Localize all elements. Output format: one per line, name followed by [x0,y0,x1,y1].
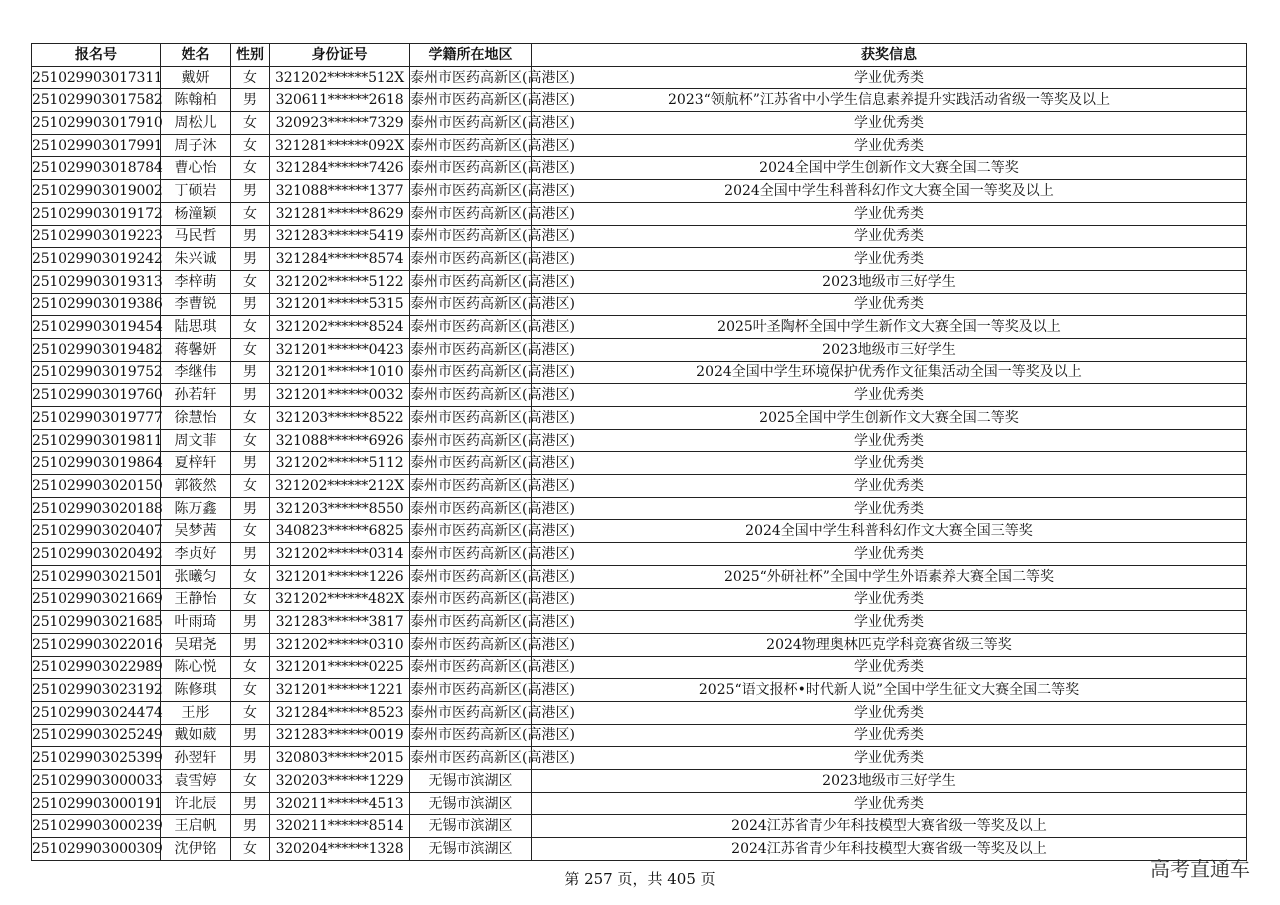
cell-region: 泰州市医药高新区(高港区) [410,316,532,339]
table-row [32,202,1247,225]
cell-name: 李继伟 [161,361,231,384]
cell-gender: 女 [231,838,270,861]
cell-name: 曹心怡 [161,157,231,180]
cell-name: 叶雨琦 [161,611,231,634]
cell-gender: 男 [231,611,270,634]
table-row [32,407,1247,430]
cell-gender: 女 [231,66,270,89]
cell-registration-no: 251029903000309 [32,838,161,861]
table-row [32,565,1247,588]
table-row [32,543,1247,566]
cell-id-number: 321203******8550 [270,497,410,520]
table-row [32,293,1247,316]
cell-id-number: 321202******512X [270,66,410,89]
cell-award: 2024全国中学生科普科幻作文大赛全国三等奖 [532,520,1247,543]
cell-name: 周子沐 [161,134,231,157]
cell-award: 2025叶圣陶杯全国中学生新作文大赛全国一等奖及以上 [532,316,1247,339]
cell-gender: 女 [231,112,270,135]
cell-gender: 男 [231,543,270,566]
watermark-logo: 高考直通车 [1150,857,1250,881]
cell-id-number: 321281******8629 [270,202,410,225]
cell-award: 2025“外研社杯”全国中学生外语素养大赛全国二等奖 [532,565,1247,588]
cell-region: 泰州市医药高新区(高港区) [410,89,532,112]
cell-name: 许北辰 [161,792,231,815]
cell-region: 泰州市医药高新区(高港区) [410,633,532,656]
cell-award: 2024物理奥林匹克学科竞赛省级三等奖 [532,633,1247,656]
cell-id-number: 321201******5315 [270,293,410,316]
cell-award: 学业优秀类 [532,384,1247,407]
cell-gender: 男 [231,633,270,656]
cell-region: 泰州市医药高新区(高港区) [410,202,532,225]
cell-registration-no: 251029903017991 [32,134,161,157]
cell-registration-no: 251029903017582 [32,89,161,112]
cell-gender: 女 [231,429,270,452]
cell-registration-no: 251029903022989 [32,656,161,679]
cell-gender: 男 [231,497,270,520]
cell-name: 王彤 [161,701,231,724]
cell-gender: 女 [231,134,270,157]
cell-gender: 男 [231,792,270,815]
cell-registration-no: 251029903019777 [32,407,161,430]
cell-registration-no: 251029903019172 [32,202,161,225]
cell-id-number: 320803******2015 [270,747,410,770]
table-header-row [32,44,1247,67]
cell-registration-no: 251029903019223 [32,225,161,248]
cell-region: 泰州市医药高新区(高港区) [410,134,532,157]
cell-registration-no: 251029903021501 [32,565,161,588]
cell-registration-no: 251029903020492 [32,543,161,566]
cell-gender: 女 [231,407,270,430]
cell-name: 朱兴诚 [161,248,231,271]
cell-award: 2025“语文报杯•时代新人说”全国中学生征文大赛全国二等奖 [532,679,1247,702]
cell-region: 泰州市医药高新区(高港区) [410,429,532,452]
cell-name: 陈心悦 [161,656,231,679]
cell-award: 2023地级市三好学生 [532,770,1247,793]
cell-id-number: 321201******0225 [270,656,410,679]
header-registration-no: 报名号 [32,44,161,67]
cell-id-number: 340823******6825 [270,520,410,543]
cell-registration-no: 251029903019002 [32,180,161,203]
cell-gender: 女 [231,588,270,611]
table-row [32,701,1247,724]
cell-id-number: 321201******1010 [270,361,410,384]
cell-award: 学业优秀类 [532,543,1247,566]
cell-gender: 女 [231,475,270,498]
table-row [32,815,1247,838]
table-row [32,475,1247,498]
cell-award: 2024江苏省青少年科技模型大赛省级一等奖及以上 [532,815,1247,838]
table-row [32,497,1247,520]
cell-id-number: 321203******8522 [270,407,410,430]
cell-name: 吴梦茜 [161,520,231,543]
cell-id-number: 321088******6926 [270,429,410,452]
cell-award: 2023地级市三好学生 [532,338,1247,361]
cell-region: 泰州市医药高新区(高港区) [410,407,532,430]
cell-id-number: 321202******0314 [270,543,410,566]
cell-id-number: 321202******0310 [270,633,410,656]
header-region: 学籍所在地区 [410,44,532,67]
cell-registration-no: 251029903017311 [32,66,161,89]
cell-region: 泰州市医药高新区(高港区) [410,679,532,702]
cell-registration-no: 251029903020188 [32,497,161,520]
cell-gender: 女 [231,701,270,724]
cell-award: 2023“领航杯”江苏省中小学生信息素养提升实践活动省级一等奖及以上 [532,89,1247,112]
table-row [32,248,1247,271]
cell-registration-no: 251029903000191 [32,792,161,815]
cell-region: 泰州市医药高新区(高港区) [410,475,532,498]
cell-name: 李贞好 [161,543,231,566]
cell-region: 泰州市医药高新区(高港区) [410,270,532,293]
cell-award: 学业优秀类 [532,293,1247,316]
cell-gender: 男 [231,89,270,112]
table-row [32,611,1247,634]
table-row [32,792,1247,815]
cell-gender: 男 [231,747,270,770]
page-number: 第 257 页，共 405 页 [564,870,716,888]
cell-region: 泰州市医药高新区(高港区) [410,225,532,248]
cell-region: 泰州市医药高新区(高港区) [410,588,532,611]
cell-registration-no: 251029903022016 [32,633,161,656]
table-row [32,112,1247,135]
cell-gender: 女 [231,520,270,543]
cell-id-number: 321283******0019 [270,724,410,747]
cell-registration-no: 251029903019864 [32,452,161,475]
cell-region: 泰州市医药高新区(高港区) [410,338,532,361]
cell-name: 郭筱然 [161,475,231,498]
cell-region: 泰州市医药高新区(高港区) [410,747,532,770]
cell-region: 泰州市医药高新区(高港区) [410,248,532,271]
cell-gender: 女 [231,338,270,361]
cell-award: 学业优秀类 [532,701,1247,724]
table-row [32,747,1247,770]
header-name: 姓名 [161,44,231,67]
table-row [32,452,1247,475]
cell-region: 泰州市医药高新区(高港区) [410,543,532,566]
cell-gender: 男 [231,248,270,271]
cell-gender: 男 [231,384,270,407]
cell-registration-no: 251029903019760 [32,384,161,407]
cell-region: 泰州市医药高新区(高港区) [410,497,532,520]
table-row [32,588,1247,611]
cell-name: 陈万鑫 [161,497,231,520]
cell-award: 学业优秀类 [532,747,1247,770]
cell-award: 2024全国中学生环境保护优秀作文征集活动全国一等奖及以上 [532,361,1247,384]
cell-id-number: 321202******8524 [270,316,410,339]
cell-award: 学业优秀类 [532,497,1247,520]
cell-registration-no: 251029903019242 [32,248,161,271]
cell-award: 2024江苏省青少年科技模型大赛省级一等奖及以上 [532,838,1247,861]
cell-id-number: 321284******8523 [270,701,410,724]
cell-gender: 女 [231,157,270,180]
cell-region: 无锡市滨湖区 [410,815,532,838]
cell-id-number: 321284******7426 [270,157,410,180]
cell-name: 陆思琪 [161,316,231,339]
table-row [32,724,1247,747]
cell-name: 周松儿 [161,112,231,135]
table-row [32,656,1247,679]
cell-award: 学业优秀类 [532,112,1247,135]
cell-registration-no: 251029903019386 [32,293,161,316]
cell-id-number: 320203******1229 [270,770,410,793]
cell-gender: 女 [231,270,270,293]
cell-registration-no: 251029903019811 [32,429,161,452]
cell-gender: 男 [231,815,270,838]
cell-registration-no: 251029903020407 [32,520,161,543]
table-row [32,66,1247,89]
cell-id-number: 321283******5419 [270,225,410,248]
cell-award: 学业优秀类 [532,588,1247,611]
cell-award: 学业优秀类 [532,452,1247,475]
cell-region: 泰州市医药高新区(高港区) [410,724,532,747]
table-row [32,384,1247,407]
roster-body [32,66,1247,860]
cell-name: 李梓萌 [161,270,231,293]
cell-name: 孙若轩 [161,384,231,407]
cell-registration-no: 251029903019454 [32,316,161,339]
cell-region: 泰州市医药高新区(高港区) [410,611,532,634]
cell-registration-no: 251029903020150 [32,475,161,498]
cell-id-number: 321202******212X [270,475,410,498]
cell-award: 学业优秀类 [532,134,1247,157]
cell-gender: 女 [231,316,270,339]
cell-region: 泰州市医药高新区(高港区) [410,293,532,316]
cell-award: 学业优秀类 [532,248,1247,271]
cell-registration-no: 251029903000239 [32,815,161,838]
cell-award: 2024全国中学生创新作文大赛全国二等奖 [532,157,1247,180]
cell-gender: 男 [231,180,270,203]
header-award: 获奖信息 [532,44,1247,67]
table-row [32,134,1247,157]
table-row [32,361,1247,384]
cell-id-number: 321201******1226 [270,565,410,588]
cell-region: 无锡市滨湖区 [410,792,532,815]
cell-id-number: 321201******0032 [270,384,410,407]
cell-name: 王启帆 [161,815,231,838]
table-row [32,838,1247,861]
cell-award: 2023地级市三好学生 [532,270,1247,293]
cell-name: 周文菲 [161,429,231,452]
cell-award: 学业优秀类 [532,66,1247,89]
cell-region: 泰州市医药高新区(高港区) [410,656,532,679]
cell-registration-no: 251029903019482 [32,338,161,361]
cell-registration-no: 251029903000033 [32,770,161,793]
cell-gender: 女 [231,656,270,679]
cell-id-number: 321281******092X [270,134,410,157]
cell-id-number: 321201******1221 [270,679,410,702]
cell-region: 泰州市医药高新区(高港区) [410,180,532,203]
table-row [32,679,1247,702]
cell-id-number: 320611******2618 [270,89,410,112]
cell-name: 戴妍 [161,66,231,89]
cell-registration-no: 251029903025249 [32,724,161,747]
cell-region: 无锡市滨湖区 [410,770,532,793]
cell-award: 学业优秀类 [532,225,1247,248]
cell-gender: 女 [231,565,270,588]
cell-award: 学业优秀类 [532,611,1247,634]
table-row [32,770,1247,793]
cell-name: 蒋馨妍 [161,338,231,361]
table-row [32,180,1247,203]
cell-region: 泰州市医药高新区(高港区) [410,361,532,384]
table-row [32,429,1247,452]
cell-name: 李曹锐 [161,293,231,316]
cell-region: 泰州市医药高新区(高港区) [410,701,532,724]
cell-name: 戴如葳 [161,724,231,747]
table-row [32,270,1247,293]
cell-registration-no: 251029903019313 [32,270,161,293]
header-id-number: 身份证号 [270,44,410,67]
cell-award: 学业优秀类 [532,724,1247,747]
cell-gender: 女 [231,679,270,702]
cell-id-number: 321201******0423 [270,338,410,361]
cell-region: 泰州市医药高新区(高港区) [410,157,532,180]
table-row [32,225,1247,248]
cell-region: 无锡市滨湖区 [410,838,532,861]
cell-name: 陈修琪 [161,679,231,702]
cell-registration-no: 251029903018784 [32,157,161,180]
cell-award: 学业优秀类 [532,475,1247,498]
cell-name: 陈翰柏 [161,89,231,112]
table-row [32,633,1247,656]
cell-name: 孙翌轩 [161,747,231,770]
cell-name: 沈伊铭 [161,838,231,861]
cell-region: 泰州市医药高新区(高港区) [410,112,532,135]
table-row [32,316,1247,339]
cell-award: 2025全国中学生创新作文大赛全国二等奖 [532,407,1247,430]
cell-name: 张曦匀 [161,565,231,588]
table-row [32,157,1247,180]
cell-name: 夏梓轩 [161,452,231,475]
cell-gender: 男 [231,361,270,384]
cell-region: 泰州市医药高新区(高港区) [410,452,532,475]
cell-name: 杨潼颖 [161,202,231,225]
roster-table [31,43,1247,861]
cell-gender: 女 [231,770,270,793]
cell-name: 袁雪婷 [161,770,231,793]
cell-registration-no: 251029903021669 [32,588,161,611]
cell-name: 马民哲 [161,225,231,248]
cell-gender: 男 [231,452,270,475]
cell-region: 泰州市医药高新区(高港区) [410,520,532,543]
cell-gender: 女 [231,202,270,225]
cell-name: 徐慧怡 [161,407,231,430]
table-row [32,89,1247,112]
cell-registration-no: 251029903023192 [32,679,161,702]
cell-id-number: 321202******5122 [270,270,410,293]
cell-id-number: 320211******8514 [270,815,410,838]
cell-gender: 男 [231,225,270,248]
cell-region: 泰州市医药高新区(高港区) [410,384,532,407]
cell-gender: 男 [231,293,270,316]
cell-award: 学业优秀类 [532,429,1247,452]
cell-name: 吴珺尧 [161,633,231,656]
cell-id-number: 321202******5112 [270,452,410,475]
cell-id-number: 321284******8574 [270,248,410,271]
cell-award: 学业优秀类 [532,792,1247,815]
cell-award: 学业优秀类 [532,202,1247,225]
header-gender: 性别 [231,44,270,67]
cell-registration-no: 251029903021685 [32,611,161,634]
cell-award: 2024全国中学生科普科幻作文大赛全国一等奖及以上 [532,180,1247,203]
cell-id-number: 320204******1328 [270,838,410,861]
cell-name: 王静怡 [161,588,231,611]
cell-registration-no: 251029903025399 [32,747,161,770]
cell-id-number: 321283******3817 [270,611,410,634]
cell-registration-no: 251029903017910 [32,112,161,135]
cell-region: 泰州市医药高新区(高港区) [410,565,532,588]
cell-id-number: 321088******1377 [270,180,410,203]
cell-id-number: 321202******482X [270,588,410,611]
table-row [32,520,1247,543]
cell-registration-no: 251029903019752 [32,361,161,384]
cell-gender: 男 [231,724,270,747]
cell-award: 学业优秀类 [532,656,1247,679]
cell-region: 泰州市医药高新区(高港区) [410,66,532,89]
cell-registration-no: 251029903024474 [32,701,161,724]
table-row [32,338,1247,361]
cell-id-number: 320211******4513 [270,792,410,815]
cell-name: 丁硕岩 [161,180,231,203]
cell-id-number: 320923******7329 [270,112,410,135]
